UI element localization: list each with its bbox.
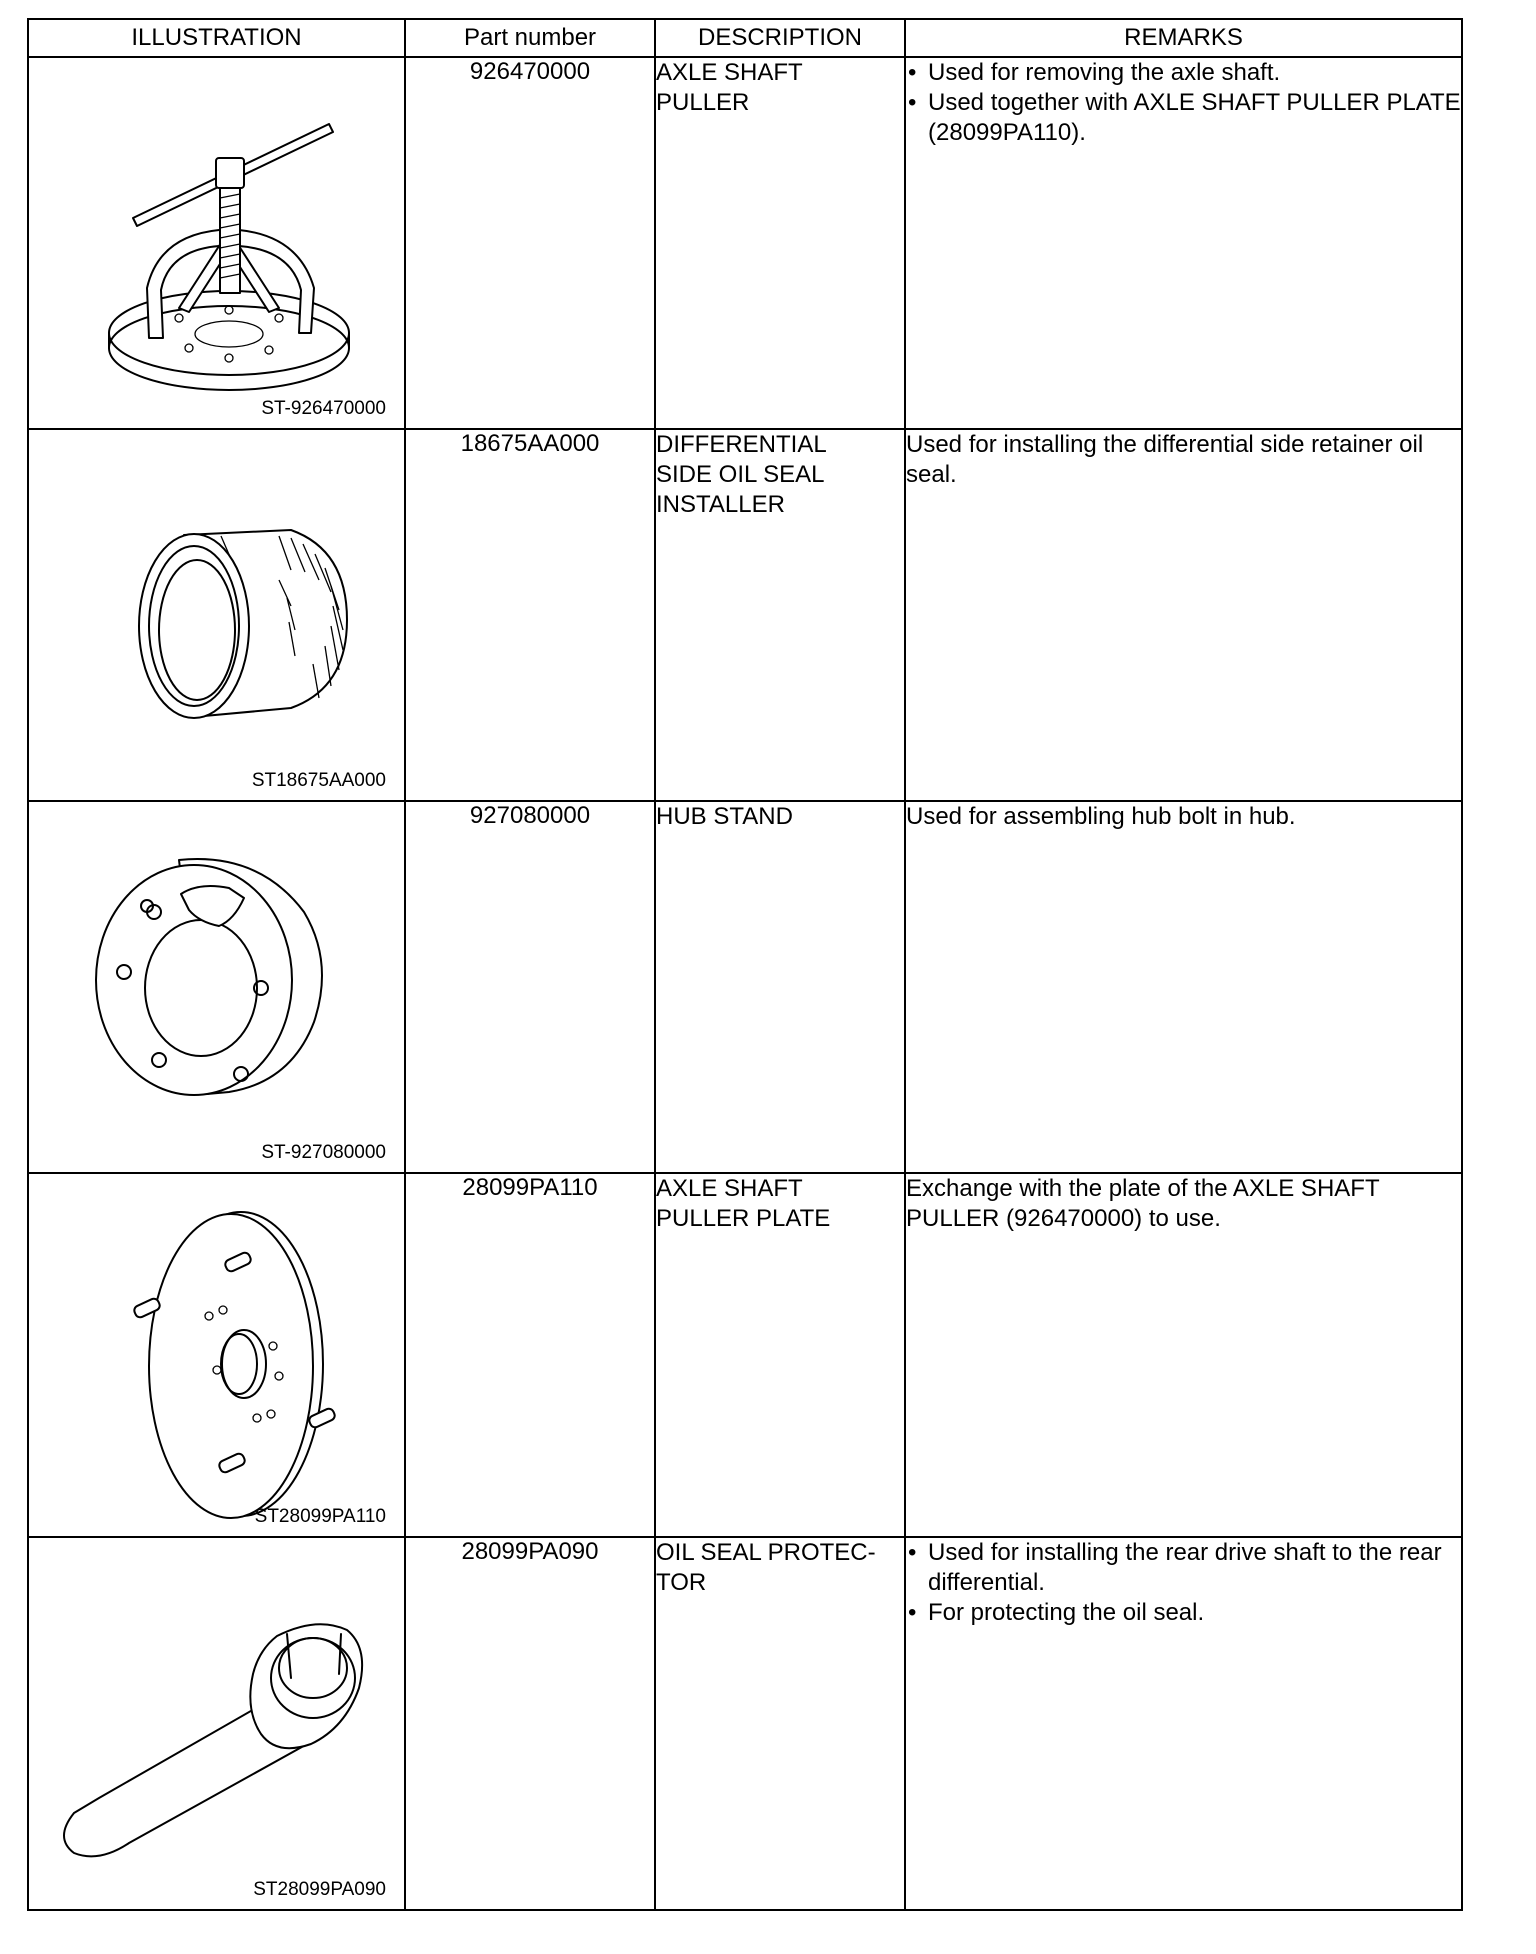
hub-stand-drawing — [29, 802, 406, 1172]
description-line: AXLE SHAFT — [656, 1175, 803, 1202]
illustration-label: ST28099PA090 — [253, 1879, 386, 1900]
description — [655, 1537, 905, 1910]
special-tools-table — [27, 18, 1463, 1911]
remarks-bullet: • Used together with AXLE SHAFT PULLER PLATE (28099PA110). — [906, 88, 1461, 148]
illustration-cell — [28, 1537, 405, 1910]
header-illustration: ILLUSTRATION — [28, 19, 405, 57]
remarks: Exchange with the plate of the AXLE SHAFT PULLER (926470000) to use. — [905, 1173, 1462, 1537]
remarks-list — [906, 1538, 1461, 1628]
part-number: 926470000 — [405, 57, 655, 429]
description — [655, 57, 905, 429]
oil-seal-installer-drawing — [29, 430, 406, 800]
illustration-label: ST18675AA000 — [251, 770, 386, 791]
description-line: PULLER PLATE — [656, 1205, 831, 1232]
description-line: OIL SEAL PROTEC- — [656, 1539, 876, 1566]
illustration-label: ST-926470000 — [261, 398, 386, 419]
header-description: DESCRIPTION — [655, 19, 905, 57]
description-line: TOR — [656, 1569, 707, 1596]
description-line: PULLER — [656, 89, 750, 116]
oil-seal-protector-drawing — [29, 1538, 406, 1909]
remarks — [905, 57, 1462, 429]
illustration-cell — [28, 57, 405, 429]
puller-plate-drawing — [29, 1174, 406, 1536]
illustration-label: ST-927080000 — [261, 1142, 386, 1163]
table-row — [28, 57, 1462, 429]
description-line: DIFFERENTIAL — [656, 431, 827, 458]
part-number: 28099PA090 — [405, 1537, 655, 1910]
remarks-bullet: • Used for installing the rear drive shaft to the rear differential. — [906, 1538, 1461, 1598]
header-remarks: REMARKS — [905, 19, 1462, 57]
description-line: SIDE OIL SEAL — [656, 461, 825, 488]
table-row — [28, 1173, 1462, 1537]
header-part-number: Part number — [405, 19, 655, 57]
description — [655, 801, 905, 1173]
part-number: 28099PA110 — [405, 1173, 655, 1537]
part-number: 927080000 — [405, 801, 655, 1173]
axle-shaft-puller-drawing — [29, 58, 406, 428]
description — [655, 429, 905, 801]
description-line: AXLE SHAFT — [656, 59, 803, 86]
description — [655, 1173, 905, 1537]
description-line: INSTALLER — [656, 491, 785, 518]
illustration-label: ST28099PA110 — [254, 1506, 386, 1527]
part-number: 18675AA000 — [405, 429, 655, 801]
remarks-bullet: • Used for removing the axle shaft. — [906, 58, 1461, 88]
description-line: HUB STAND — [656, 803, 793, 830]
remarks — [905, 1537, 1462, 1910]
table-row — [28, 801, 1462, 1173]
table-row — [28, 429, 1462, 801]
table-row — [28, 1537, 1462, 1910]
remarks: Used for installing the differential side retainer oil seal. — [905, 429, 1462, 801]
remarks-list — [906, 58, 1461, 148]
illustration-cell — [28, 429, 405, 801]
illustration-cell — [28, 1173, 405, 1537]
table-header-row — [28, 19, 1462, 57]
remarks: Used for assembling hub bolt in hub. — [905, 801, 1462, 1173]
illustration-cell — [28, 801, 405, 1173]
remarks-bullet: • For protecting the oil seal. — [906, 1598, 1461, 1628]
